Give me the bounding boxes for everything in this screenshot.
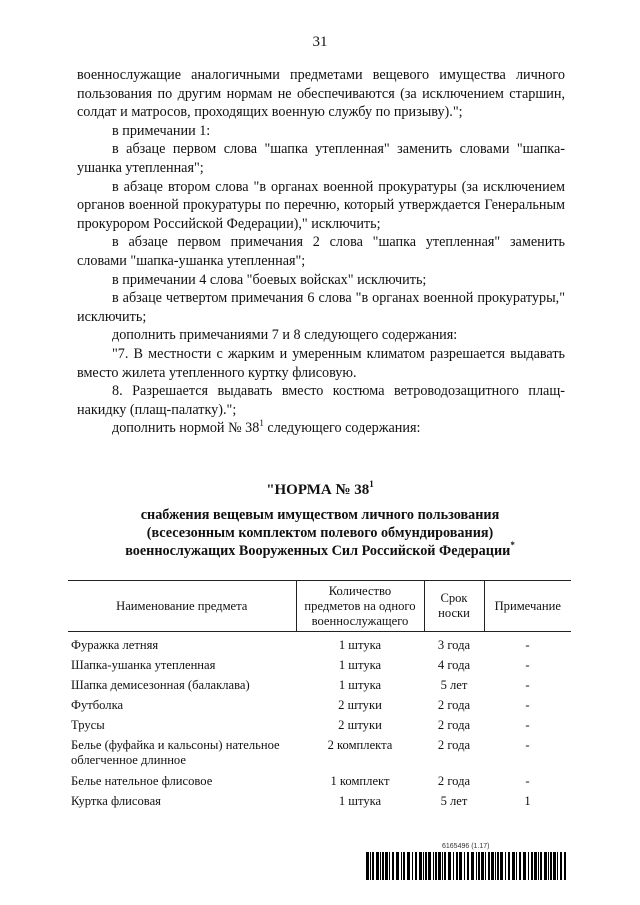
paragraph: в абзаце первом слова "шапка утепленная" заменить словами "шапка-ушанка утепленная";	[77, 141, 565, 176]
item-note: -	[525, 774, 530, 788]
column-header: Наименование предмета	[68, 581, 296, 632]
item-name: Шапка-ушанка утепленная	[71, 658, 216, 672]
norm-subtitle	[60, 506, 580, 560]
paragraph-text: следующего содержания:	[263, 420, 421, 437]
table-row	[68, 738, 571, 774]
paragraph: "7. В местности с жарким и умеренным климатом разрешается выдавать вместо жилета утепленного куртку флисовую.	[77, 345, 565, 381]
item-name: Шапка демисезонная (балаклава)	[71, 678, 250, 692]
item-quantity: 2 комплекта	[327, 738, 393, 752]
paragraph-last	[77, 419, 565, 438]
norm-subtitle-line: (всесезонным комплектом полевого обмундирования)	[146, 525, 494, 541]
footnote-mark: 1	[369, 479, 374, 489]
item-quantity: 1 штука	[338, 678, 382, 692]
item-term: 2 года	[437, 738, 471, 752]
item-note: 1	[524, 794, 531, 808]
body-text	[77, 66, 565, 438]
item-note: -	[525, 638, 530, 652]
barcode-icon	[366, 852, 566, 880]
column-header: Срок носки	[424, 581, 484, 632]
item-term: 2 года	[437, 718, 471, 732]
norm-title	[0, 479, 640, 499]
item-name: Фуражка летняя	[71, 638, 159, 652]
norm-title-text: "НОРМА № 38	[266, 482, 370, 498]
footnote-mark: *	[510, 540, 515, 551]
paragraph: в примечании 1:	[112, 122, 211, 139]
paragraph: в абзаце четвертом примечания 6 слова "в органах военной прокуратуры," исключить;	[77, 290, 565, 325]
item-note: -	[525, 698, 530, 712]
paragraph-text: дополнить нормой № 38	[112, 420, 260, 437]
item-term: 4 года	[437, 658, 471, 672]
item-note: -	[525, 738, 530, 752]
item-name: Белье (фуфайка и кальсоны) нательное облегченное длинное	[71, 738, 280, 767]
norm-subtitle-text: военнослужащих Вооруженных Сил Российской Федерации	[125, 543, 511, 559]
items-table	[68, 580, 571, 814]
paragraph: военнослужащие аналогичными предметами вещевого имущества личного пользования по другим нормам не обеспечиваются (за исключением старшин, солдат и матросов, проходящих военную службу по призыву).";	[77, 67, 565, 121]
item-term: 5 лет	[440, 794, 468, 808]
table-row	[68, 718, 571, 738]
item-note: -	[525, 658, 530, 672]
item-quantity: 2 штуки	[338, 718, 382, 732]
item-note: -	[525, 678, 530, 692]
item-note: -	[525, 718, 530, 732]
table-header-row	[68, 581, 571, 632]
item-name: Белье нательное флисовое	[71, 774, 213, 788]
footnote-mark: 1	[259, 417, 264, 428]
column-header: Примечание	[484, 581, 571, 632]
table-row	[68, 794, 571, 814]
item-term: 2 года	[437, 774, 471, 788]
page-number: 31	[312, 34, 328, 50]
item-name: Футболка	[71, 698, 124, 712]
item-quantity: 2 штуки	[338, 698, 382, 712]
item-term: 5 лет	[440, 678, 468, 692]
paragraph: в абзаце втором слова "в органах военной прокуратуры (за исключением органов военной прокуратуры по перечню, который утверждается Генеральным прокурором Российской Федерации)," исключить;	[77, 178, 565, 232]
paragraph: дополнить примечаниями 7 и 8 следующего содержания:	[112, 327, 458, 344]
item-term: 2 года	[437, 698, 471, 712]
table-row	[68, 658, 571, 678]
paragraph: в абзаце первом примечания 2 слова "шапка утепленная" заменить словами "шапка-ушанка утепленная";	[77, 234, 565, 269]
item-quantity: 1 штука	[338, 638, 382, 652]
table-row	[68, 638, 571, 658]
column-header: Количество предметов на одного военнослужащего	[296, 581, 424, 632]
table-row	[68, 774, 571, 794]
norm-subtitle-line	[60, 542, 580, 560]
item-name: Куртка флисовая	[71, 794, 161, 808]
paragraph: 8. Разрешается выдавать вместо костюма ветроводозащитного плащ-накидку (плащ-палатку).";	[77, 383, 565, 418]
table-row	[68, 698, 571, 718]
item-quantity: 1 комплект	[330, 774, 390, 788]
barcode-label: 6165496 (1.17)	[442, 843, 490, 850]
item-term: 3 года	[437, 638, 471, 652]
item-quantity: 1 штука	[338, 658, 382, 672]
item-name: Трусы	[71, 718, 105, 732]
paragraph: в примечании 4 слова "боевых войсках" исключить;	[112, 271, 427, 288]
norm-subtitle-line: снабжения вещевым имуществом личного пользования	[140, 507, 500, 523]
table-row	[68, 678, 571, 698]
item-quantity: 1 штука	[338, 794, 382, 808]
